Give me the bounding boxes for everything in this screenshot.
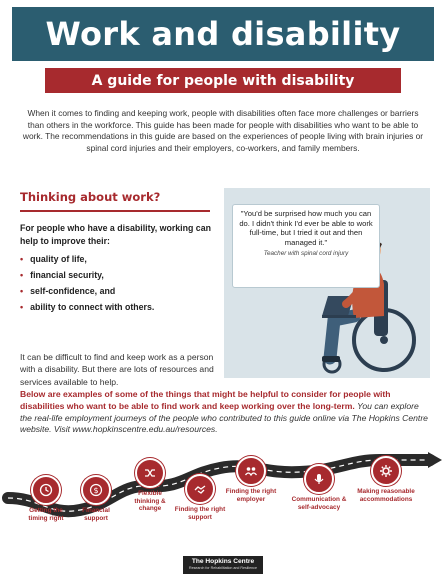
bullet-icon: • bbox=[20, 270, 24, 280]
bullet-icon: • bbox=[20, 286, 24, 296]
intro-paragraph: When it comes to finding and keeping work, people with disabilities often face more challenges or barriers than others in the workforce. This guide has been made for people with disabilities who want to be able to work. The recommendations in this guide are based on the experiences of people living with brain injuries or spinal cord injuries and their employers, co-workers, and family members. bbox=[22, 108, 424, 153]
list-item: • financial security, bbox=[20, 267, 216, 283]
list-item: • self-confidence, and bbox=[20, 283, 216, 299]
examples-bold-text: Below are examples of some of the things that might be helpful to consider for people with disabilities who want to be able to find work and keep working over the long-term. bbox=[20, 389, 391, 411]
milestone-label: Finding the right employer bbox=[225, 488, 277, 503]
hopkins-centre-logo bbox=[183, 556, 263, 574]
bullet-icon: • bbox=[20, 302, 24, 312]
quote-bubble bbox=[232, 204, 380, 288]
examples-paragraph bbox=[20, 389, 432, 436]
bullet-icon: • bbox=[20, 254, 24, 264]
dollar-icon bbox=[81, 475, 111, 505]
people-icon bbox=[236, 456, 266, 486]
svg-text:$: $ bbox=[93, 486, 99, 495]
milestone-employer bbox=[224, 456, 278, 503]
milestone-label: Communication & self-advocacy bbox=[291, 496, 347, 511]
handshake-icon bbox=[185, 474, 215, 504]
gear-icon bbox=[371, 456, 401, 486]
milestone-accommodations bbox=[350, 456, 422, 503]
subtitle-banner bbox=[45, 68, 401, 93]
quote-text: "You'd be surprised how much you can do. I didn't think I'd ever be able to work full-time, but I tried it out and then managed it." bbox=[239, 209, 373, 247]
milestone-financial bbox=[76, 475, 116, 522]
milestone-label: Financial support bbox=[82, 507, 110, 522]
list-item: • quality of life, bbox=[20, 251, 216, 267]
logo-tagline: Research for Rehabilitation and Resilience bbox=[189, 566, 257, 570]
milestone-label: Making reasonable accommodations bbox=[357, 488, 415, 503]
page-subtitle: A guide for people with disability bbox=[91, 72, 355, 89]
title-banner bbox=[12, 7, 434, 61]
milestone-communication bbox=[286, 464, 352, 511]
logo-title: The Hopkins Centre bbox=[191, 558, 255, 565]
milestone-label: Flexible thinking & change bbox=[134, 490, 166, 513]
quote-attribution: Teacher with spinal cord injury bbox=[263, 250, 349, 258]
milestone-label: Finding the right support bbox=[174, 506, 226, 521]
milestone-label: Getting the timing right bbox=[28, 507, 64, 522]
benefits-list bbox=[20, 251, 216, 315]
milestone-timing bbox=[20, 475, 72, 522]
shuffle-icon bbox=[135, 458, 165, 488]
page-title: Work and disability bbox=[45, 15, 401, 53]
examples-italic-text: You can explore the real-life employment journeys of the people who contributed to this guide online via The Hopkins Centre website. Visit www.hopkinscentre.edu.au/resources. bbox=[20, 400, 428, 435]
milestone-flexible bbox=[128, 458, 172, 513]
support-paragraph: It can be difficult to find and keep work as a person with a disability. But there are lots of resources and services available to help. bbox=[20, 352, 214, 387]
milestone-support bbox=[174, 474, 226, 521]
section-heading: Thinking about work? bbox=[20, 190, 161, 204]
list-item: • ability to connect with others. bbox=[20, 299, 216, 315]
section-divider bbox=[20, 210, 210, 212]
clock-icon bbox=[31, 475, 61, 505]
lead-text: For people who have a disability, working can help to improve their: bbox=[20, 223, 211, 246]
microphone-icon bbox=[304, 464, 334, 494]
